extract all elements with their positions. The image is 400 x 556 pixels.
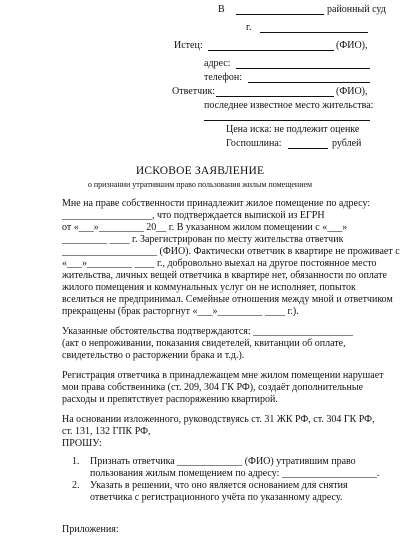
last-known-residence-label: последнее известное место жительства: [204, 100, 374, 111]
paragraph-line: прекращены (брак расторгнут «___»_________ ____ г.). [62, 306, 299, 317]
court-name-blank [236, 14, 324, 15]
defendant-fio-hint: (ФИО), [336, 86, 368, 97]
request-line: Признать ответчика _____________ (ФИО) утратившим право [90, 456, 356, 467]
paragraph-line: «___»_________ ____ г., добровольно выехал на другое постоянное место [62, 258, 377, 269]
paragraph-line: жительства, личных вещей ответчика в квартире нет, обязанности по оплате [62, 270, 387, 281]
plaintiff-phone-blank [248, 82, 370, 83]
address-label: адрес: [204, 58, 231, 69]
court-prefix: В [218, 4, 225, 15]
document-title: ИСКОВОЕ ЗАЯВЛЕНИЕ [135, 165, 265, 177]
paragraph-line: Мне на праве собственности принадлежит жилое помещение по адресу: [62, 198, 371, 209]
paragraph-line: __________________, что подтверждается выпиской из ЕГРН [62, 210, 325, 221]
plaintiff-fio-blank [208, 50, 334, 51]
defendant-fio-blank [216, 96, 334, 97]
paragraph-line: На основании изложенного, руководствуясь ст. 31 ЖК РФ, ст. 304 ГК РФ, [62, 414, 375, 425]
document-subtitle: о признании утратившим право пользования жилым помещением [87, 180, 313, 189]
paragraph-line: мои права собственника (ст. 209, 304 ГК РФ), создаёт дополнительные [62, 382, 364, 393]
paragraph-line: жилого помещения и коммунальных услуг он не исполняет, попыток [62, 282, 356, 293]
paragraph-line: (акт о непроживании, показания свидетелей, квитанции об оплате, [62, 338, 346, 349]
state-fee-unit: рублей [332, 138, 362, 149]
state-fee-label: Госпошлина: [226, 138, 282, 149]
plaintiff-label: Истец: [174, 40, 203, 51]
paragraph-line: Регистрация ответчика в принадлежащем мне жилом помещении нарушает [62, 370, 384, 381]
list-number: 1. [72, 456, 80, 467]
paragraph-line: от «___»_________ 20__ г. В указанном жилом помещении с «___» [62, 222, 348, 233]
plaintiff-address-blank [236, 68, 370, 69]
court-suffix: районный суд [327, 4, 386, 15]
request-line: пользования жилым помещением по адресу: ___________________. [90, 468, 380, 479]
paragraph-line: ___________________ (ФИО). Фактически ответчик в квартире не проживает с [62, 246, 400, 257]
defendant-address-blank [204, 120, 370, 121]
request-heading: ПРОШУ: [62, 438, 102, 449]
defendant-label: Ответчик: [172, 86, 216, 97]
paragraph-line: расходы и препятствует распоряжению квартирой. [62, 394, 278, 405]
attachments-label: Приложения: [62, 524, 119, 535]
request-line: Указать в решении, что оно является основанием для снятия [90, 480, 348, 491]
paragraph-line: вселиться не предпринимал. Семейные отношения между мной и ответчиком [62, 294, 393, 305]
paragraph-line: ст. 131, 132 ГПК РФ, [62, 426, 151, 437]
city-blank [260, 32, 368, 33]
plaintiff-fio-hint: (ФИО), [336, 40, 368, 51]
claim-price: Цена иска: не подлежит оценке [226, 124, 360, 135]
state-fee-blank [288, 148, 328, 149]
list-number: 2. [72, 480, 80, 491]
paragraph-line: Указанные обстоятельства подтверждаются: ____________________ [62, 326, 354, 337]
request-line: ответчика с регистрационного учёта по указанному адресу. [90, 492, 343, 503]
phone-label: телефон: [204, 72, 242, 83]
paragraph-line: свидетельство о расторжении брака и т.д.). [62, 350, 245, 361]
city-prefix: г. [246, 22, 252, 33]
paragraph-line: _________ ____ г. Зарегистрирован по месту жительства ответчик [62, 234, 344, 245]
